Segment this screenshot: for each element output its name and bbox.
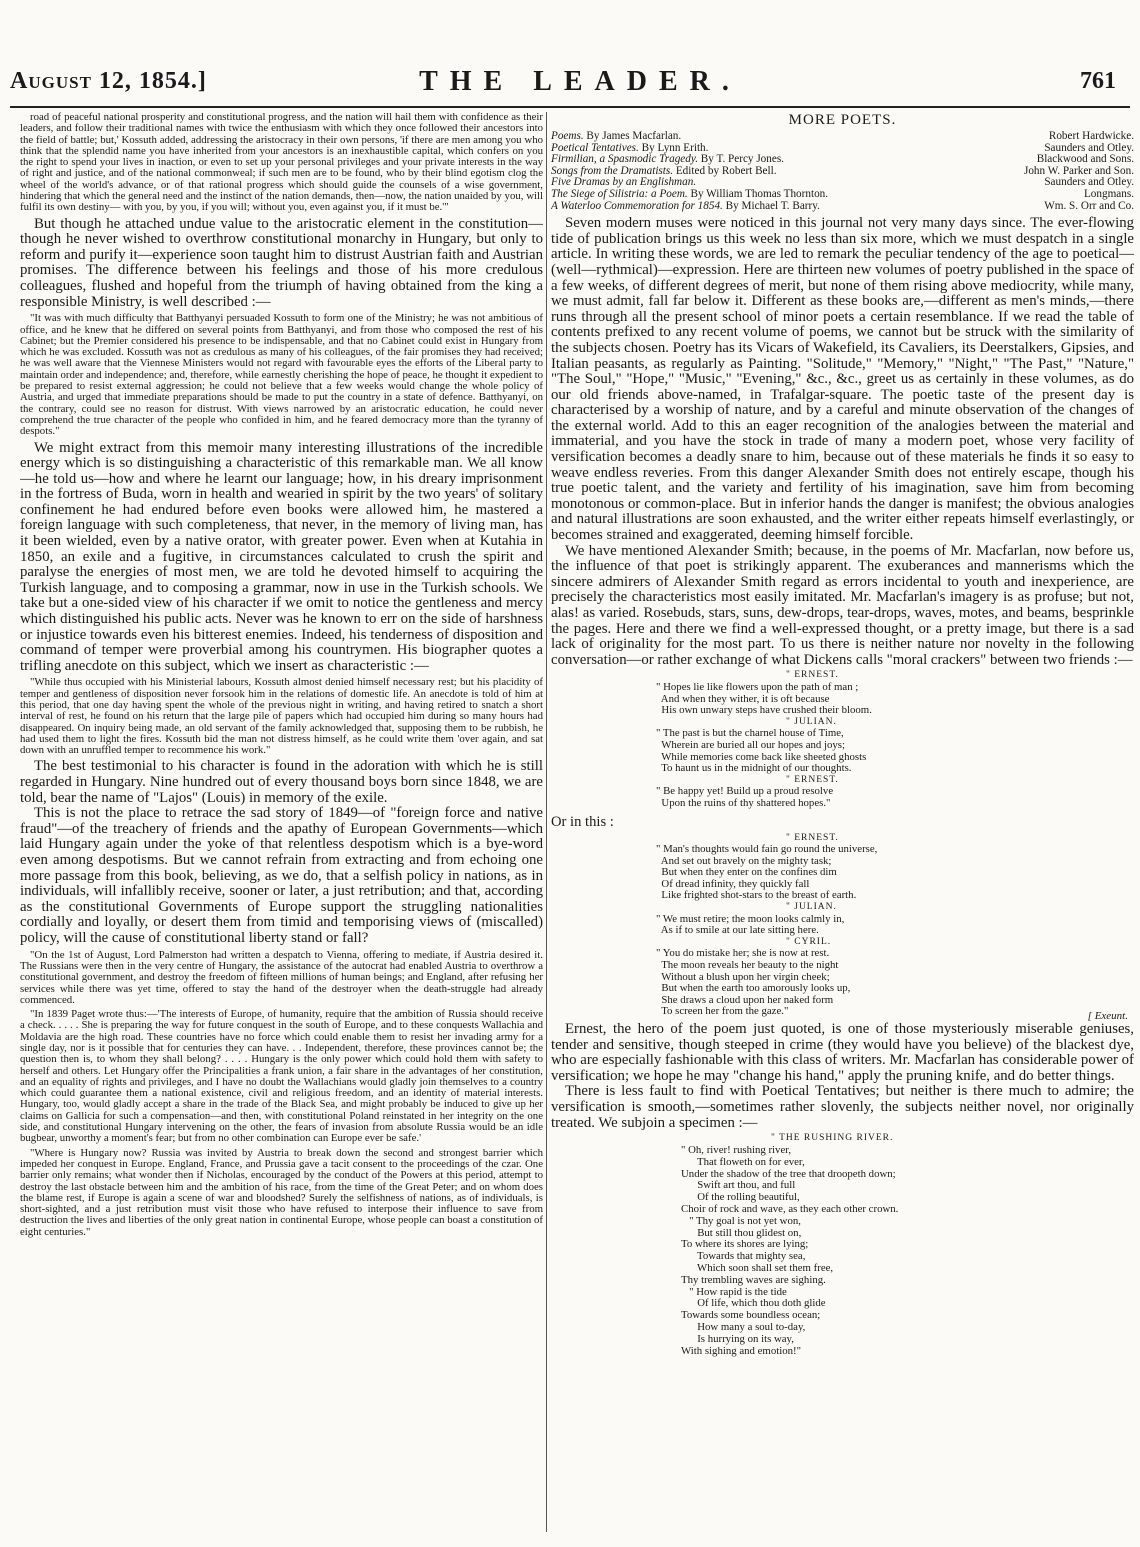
body-paragraph: There is less fault to find with Poetical Tentatives; but neither is there much to admire; the versification is smooth,—sometimes rather slovenly, the subjects neither novel, nor originally treated. We subjoin a specimen :—: [551, 1083, 1134, 1131]
poem-line: To where its shores are lying;: [681, 1238, 809, 1251]
speaker-name: " ERNEST.: [786, 774, 839, 785]
poem-line: Thy trembling waves are sighing.: [681, 1273, 826, 1286]
poem-line: Of the rolling beautiful,: [681, 1191, 800, 1204]
book-author: By Lynn Erith.: [641, 141, 709, 154]
book-author: By James Macfarlan.: [586, 130, 682, 142]
poem-line: Swift art thou, and full: [681, 1179, 796, 1192]
book-title: The Siege of Silistria: a Poem.: [551, 187, 688, 200]
book-author: By T. Percy Jones.: [700, 153, 784, 166]
poem-line: " Man's thoughts would fain go round the universe,: [656, 843, 878, 856]
poem-line: " The past is but the charnel house of Time,: [656, 727, 844, 740]
quote-paragraph: "In 1839 Paget wrote thus:—'The interests of Europe, of humanity, require that the ambition of Russia should receive a check. . . . . She is preparing the way for future conquest in the south of Europe, and to these conquests Wallachia and Moldavia are the high road. These countries have no force which could enable them to resist her invading army for a single day, nor is it possible that for centuries they can have. . . Independent, therefore, these provinces cannot be; the question then is, to whom they shall belong? . . . . Hungary is the only power which could hold them with safety to herself and others. Let Hungary offer the Principalities a frank union, a fair share in the advantages of her constitution, and an equality of rights and privileges, and I have no doubt the Wallachians would gladly join themselves to a country which could guarantee them a national existence, civil and religious freedom, and an identity of material interests. Hungary, too, would gladly accept a share in the trade of the Black Sea, and might probably be induced to give up her claims on Gallicia for such a compensation—and then, with constitutional Poland reinstated in her integrity on the one side, and constitutional Hungary intervening on the other, the fears of invasion from absolute Russia would be an idle bugbear, unworthy a moment's fear; but from no other combination can Europe ever be safe.': [20, 1008, 543, 1145]
book-author: Edited by Robert Bell.: [675, 164, 777, 177]
poem-rushing-river: [681, 1133, 1134, 1357]
book-title: Poems.: [551, 130, 584, 142]
body-paragraph: The best testimonial to his character is found in the adoration with which he is still regarded in Hungary. Nine hundred out of every thousand boys born since 1848, we are told, bear the name of "Lajos" (Louis) in memory of the exile.: [20, 758, 543, 806]
poem-line: With sighing and emotion!": [681, 1344, 802, 1357]
body-paragraph: We have mentioned Alexander Smith; because, in the poems of Mr. Macfarlan, now before us, the influence of that poet is strikingly apparent. The exuberances and mannerisms which the sincere admirers of Alexander Smith regard as errors incidental to youth and inexperience, are precisely the characteristics most easily imitated. Mr. Macfarlan's imagery is as profuse; but not, alas! as varied. Rosebuds, stars, suns, dew-drops, tear-drops, waves, motes, and beams, besprinkle the pages. Here and there we find a well-expressed thought, or a pretty image, but there is a sad lack of originality for the most part. To us there is neither nature nor novelty in the following conversation—or rather exchange of what Dickens calls "moral crackers" between two friends :—: [551, 542, 1134, 668]
book-entry: [551, 201, 1134, 213]
speaker-name: " JULIAN.: [786, 902, 837, 913]
poem-line: Of dread infinity, they quickly fall: [656, 877, 810, 890]
speaker-name: " ERNEST.: [786, 832, 839, 843]
quote-paragraph: "On the 1st of August, Lord Palmerston had written a despatch to Vienna, offering to mediate, if Austria desired it. The Russians were then in the very centre of Hungary, the assistance of the autocrat had enabled Austria to overthrow a constitutional government, and destroy the freedom of fifteen millions of human beings; and England, after refusing her services while there was yet time, offered to stay the hand of the destroyer when the death-struggle had already commenced.: [20, 948, 543, 1006]
right-column: [551, 112, 1134, 1542]
poem-line: His own unwary steps have crushed their bloom.: [656, 704, 872, 717]
poem-line: Towards some boundless ocean;: [681, 1309, 821, 1322]
poem-line: To haunt us in the midnight of our thoughts.: [656, 762, 852, 775]
book-title: A Waterloo Commemoration for 1854.: [551, 199, 723, 212]
poem-line: Upon the ruins of thy shattered hopes.": [656, 796, 831, 809]
poem-line: But when the earth too amorously looks up,: [656, 982, 851, 995]
book-publisher: Wm. S. Orr and Co.: [1044, 199, 1134, 212]
poem-line: While memories come back like sheeted ghosts: [656, 750, 867, 763]
book-author: By William Thomas Thornton.: [690, 187, 829, 200]
poem-line: Choir of rock and wave, as they each other crown.: [681, 1202, 899, 1215]
poem-line: Which soon shall set them free,: [681, 1261, 834, 1274]
poem-line: And when they wither, it is oft because: [656, 692, 830, 705]
newspaper-title: THE LEADER.: [419, 66, 741, 97]
body-paragraph: This is not the place to retrace the sad story of 1849—of "foreign force and native fraud"—of the treachery of friends and the apathy of European Governments—which laid Hungary again under the yoke of that relentless despotism which is a bye-word even among despotisms. But we cannot refrain from extracting and from echoing one more passage from this book, believing, as we do, that a selfish policy in nations, as in individuals, will infallibly receive, sooner or later, a just retribution; and that, according as the constitutional Governments of Europe support the struggling nationalities cordially and loyally, or desert them from timid and temporising views of (miscalled) policy, will the cause of constitutional liberty stand or fall?: [20, 805, 543, 947]
book-title: Songs from the Dramatists.: [551, 164, 674, 177]
book-publisher: Longmans.: [1083, 187, 1134, 200]
poem-line: Like frighted shot-stars to the breast of earth.: [656, 889, 857, 902]
poem-line: And set out bravely on the mighty task;: [656, 854, 832, 867]
poem-line: " Be happy yet! Build up a proud resolve: [656, 785, 834, 798]
poem-line: Wherein are buried all our hopes and joys;: [656, 738, 845, 751]
speaker-name: " JULIAN.: [786, 716, 837, 727]
speaker-name: " CYRIL.: [786, 936, 832, 947]
poem-title: " THE RUSHING RIVER.: [771, 1133, 894, 1144]
poem-line: Without a blush upon her virgin cheek;: [656, 970, 830, 983]
masthead: [10, 58, 1130, 98]
poem-line: " How rapid is the tide: [681, 1285, 787, 1298]
book-publisher: Robert Hardwicke.: [1048, 130, 1134, 142]
poem-line: Towards that mighty sea,: [681, 1250, 806, 1263]
poem-line: But when they enter on the confines dim: [656, 866, 837, 879]
book-author: By Michael T. Barry.: [725, 199, 820, 212]
header-rule: [10, 106, 1130, 108]
book-publisher: John W. Parker and Son.: [1023, 164, 1134, 177]
poem-line: Under the shadow of the tree that droopeth down;: [681, 1167, 896, 1180]
poem-line: " Thy goal is not yet won,: [681, 1214, 801, 1227]
poem-line: Is hurrying on its way,: [681, 1332, 794, 1345]
quote-paragraph: "It was with much difficulty that Batthyanyi persuaded Kossuth to form one of the Ministry; he was not ambitious of office, and he knew that he differed on several points from Batthyanyi, and from those who composed the rest of his Cabinet; but the Premier considered his presence to be indispensable, and that no Cabinet could exist in Hungary from which he was excluded. Kossuth was not as credulous as many of his colleagues, of the fair promises they had received; he was well aware that the Viennese Ministers would not regard with favourable eyes the efforts of the Liberal party to maintain order and independence; and, therefore, while earnestly cherishing the hope of peace, he thought it expedient to be prepared to resist external aggression; he could not believe that a few weeks would change the whole policy of Austria, and urged that immediate preparations should be made to put the country in a state of defence. Batthyanyi, on the contrary, could see no reason for distrust. With views narrowed by an aristocratic education, he could never comprehend the true character of the people who confided in him, and he feared democracy more than the tyranny of despots.": [20, 312, 543, 438]
poem-line: To screen her from the gaze.": [656, 1005, 789, 1018]
book-publisher: Saunders and Otley.: [1044, 141, 1134, 154]
poem-line: How many a soul to-day,: [681, 1320, 806, 1333]
book-publisher: Saunders and Otley.: [1044, 176, 1134, 189]
body-paragraph: We might extract from this memoir many interesting illustrations of the incredible energy which is so distinguishing a characteristic of this remarkable man. We all know—he told us—how and where he learnt our language; how, in his dreary imprisonment in the fortress of Buda, worn in health and wearied in spirit by the two years' of solitary confinement he had endured before even books were allowed him, he mastered a foreign language with such completeness, that never, in the memory of living man, has it been wielded, even by a native orator, with greater power. Even when at Kutahia in 1850, an exile and a fugitive, in circumstances calculated to crush the spirit and paralyse the energies of most men, we are told he devoted himself to acquiring the Turkish language, and to composing a grammar, now in use in the Turkish schools. We take but a one-sided view of his character if we omit to notice the gentleness and mercy which distinguished his public acts. Never was he known to err on the side of harshness or injustice towards even his bitterest enemies. Indeed, his tenderness of disposition and command of temper were proverbial among his countrymen. His biographer quotes a trifling anecdote on this subject, which we insert as characteristic :—: [20, 439, 543, 674]
body-paragraph: Ernest, the hero of the poem just quoted, is one of those mysteriously miserable geniuses, tender and sensitive, though steeped in crime (they would have you believe) of the blackest dye, who are especially fashionable with this class of writers. Mr. Macfarlan has considerable power of versification; we hope he may "change his hand," apply the pruning knife, and do better things.: [551, 1021, 1134, 1084]
poem-line: But still thou glidest on,: [681, 1226, 802, 1239]
quote-paragraph: "Where is Hungary now? Russia was invited by Austria to break down the second and strongest barrier which impeded her conquest in Europe. England, France, and Prussia gave a tacit consent to the proceedings of the czar. One barrier only remains; what wonder then if Nicholas, encouraged by the conduct of the Powers at this period, attempt to destroy the last obstacle between him and the ambition of his race, from the time of the Great Peter; and on whom does the blame rest, if Europe is again a scene of war and bloodshed? Surely the selfishness of nations, as of individuals, is short-sighted, and a just retribution must visit those who have refused to interpose their influence to save from destruction the lives and liberties of the only great nation in continental Europe, whose people can boast a constitution of eight centuries.": [20, 1146, 543, 1238]
left-column: [20, 112, 543, 1542]
book-title: Poetical Tentatives.: [551, 141, 639, 154]
poem-line: " You do mistake her; she is now at rest.: [656, 947, 830, 960]
book-title: Firmilian, a Spasmodic Tragedy.: [551, 153, 698, 166]
speaker-name: " ERNEST.: [786, 670, 839, 681]
page-number: 761: [1080, 68, 1116, 94]
poem-excerpt: [656, 833, 1134, 1019]
connector-text: Or in this :: [551, 813, 614, 830]
poem-lines: [681, 1145, 1134, 1357]
poem-line: " Hopes lie like flowers upon the path of man ;: [656, 680, 859, 693]
poem-line: The moon reveals her beauty to the night: [656, 959, 839, 972]
book-title: Five Dramas by an Englishman.: [551, 176, 697, 189]
body-paragraph: Seven modern muses were noticed in this journal not very many days since. The ever-flowing tide of publication brings us this week no less than six more, which we must despatch in a single article. In writing these words, we are led to remark the peculiar tendency of the age to poetical—(well—rythmical)—expression. Here are thirteen new volumes of poetry published in the space of a few weeks, of different degrees of merit, but none of them rising above mediocrity, while many, we must admit, fall far below it. Different as these books are,—different as men's minds,—there runs through all the present school of minor poets a certain resemblance. If we read the table of contents prefixed to any recent volume of poems, we cannot but be struck with the similarity of the subjects chosen. Poetry has its Vicars of Wakefield, its Cavaliers, its Deerstalkers, Gipsies, and Italian peasants, as regularly as Painting. "Solitude," "Memory," "Night," "The Past," "Nature," "The Soul," "Hope," "Music," "Evening," &c., &c., greet us as certainly in these volumes, as do our old friends above-named, in Trafalgar-square. The poetic taste of the present day is characterised by a worship of nature, and by a careful and minute observation of the changes of the external world. Add to this an eager recognition of the analogies between the material and immaterial, and you have the stock in trade of many a modern poet, whose very facility of versification becomes a deadly snare to him, because out of these materials he finds it so easy to weave endless reveries. From this danger Alexander Smith does not entirely escape, though his true poetic talent, and the variety and fertility of his imagination, save him from becoming monotonous or common-place. But in inferior hands the danger is manifest; the obvious analogies and natural illustrations are soon exhausted, and the writer either repeats himself everlastingly, or becomes strained and exaggerated, deeming himself forcible.: [551, 215, 1134, 544]
poem-line: As if to smile at our late sitting here.: [656, 924, 819, 937]
issue-date: August 12, 1854.]: [10, 68, 207, 94]
stage-direction: [ Exeunt.: [1087, 1010, 1128, 1022]
poem-line: Of life, which thou doth glide: [681, 1297, 826, 1310]
poem-line: That floweth on for ever,: [681, 1155, 805, 1168]
section-heading: MORE POETS.: [788, 112, 897, 128]
poem-excerpt: [656, 670, 1134, 809]
poem-line: She draws a cloud upon her naked form: [656, 993, 834, 1006]
quote-paragraph: road of peaceful national prosperity and constitutional progress, and the nation will hail them with confidence as their leaders, and follow their traditional names with twice the enthusiasm with which they once followed their ancestors into the field of battle; but,' Kossuth added, addressing the aristocracy in their own persons, 'if there are men among you who think that the splendid name you have inherited from your ancestors is an inexhaustible capital, which confers on you the right to spend your lives in inaction, or even to set up your personal privileges and your private interests in the way of right and justice, and of the national commonweal; if such men are to be found, who by their blind egotism clog the wheel of the world's advance, or of that rational progress which should guide the counsels of a wise government, hindering that which the general need and the instinct of the nation demands, then—now, the nation unaided by you, will fulfil its own destiny— with you, by you, if you will; without you, even against you, if it must be.'": [20, 112, 543, 214]
book-list: [551, 131, 1134, 212]
poem-line: " We must retire; the moon looks calmly in,: [656, 912, 845, 925]
column-divider: [546, 112, 547, 1532]
body-paragraph: But though he attached undue value to the aristocratic element in the constitution—though he never wished to overthrow constitutional monarchy in Hungary, but only to reform and purify it—experience soon taught him to distrust Austrian faith and Austrian promises. The difference between his feelings and those of his more credulous colleagues, flushed and hopeful from the triumph of having obtained from the king a responsible Ministry, is well described :—: [20, 215, 543, 310]
quote-paragraph: "While thus occupied with his Ministerial labours, Kossuth almost denied himself necessary rest; but his placidity of temper and gentleness of disposition never forsook him in the relations of domestic life. An anecdote is told of him at this period, that one day having spent the whole of the previous night in writing, and having retired to snatch a short interval of rest, he found on his return that the large pile of papers which had occupied him during so many hours had disappeared. On inquiry being made, an old servant of the family acknowledged that, supposing them to be rubbish, he had used them to light the fires. Kossuth bid the man not distress himself, as he could write them 'over again, and sat down with an unruffled temper to recommence his work.": [20, 676, 543, 757]
poem-line: " Oh, river! rushing river,: [681, 1143, 792, 1156]
book-publisher: Blackwood and Sons.: [1036, 153, 1134, 166]
